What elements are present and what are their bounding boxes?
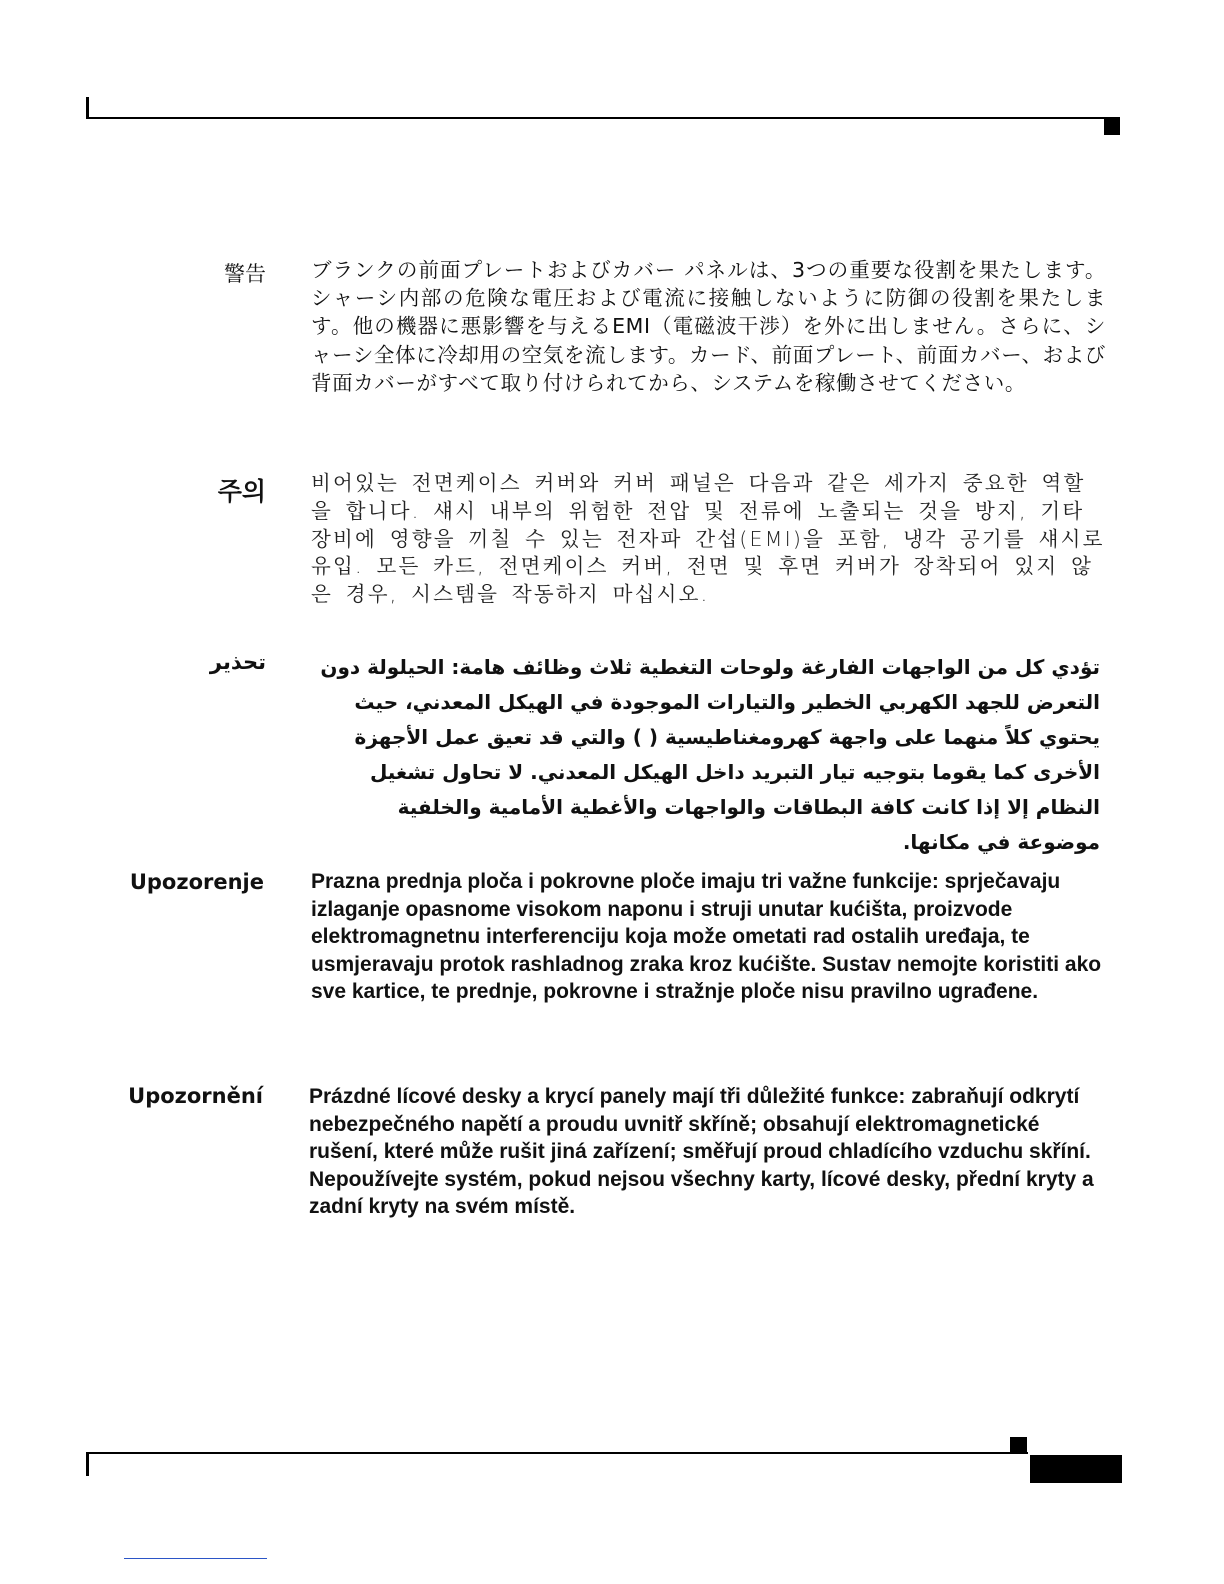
header-rule-tick [86,97,89,119]
header-marker [1104,119,1120,135]
warning-text: تؤدي كل من الواجهات الفارغة ولوحات التغطية ثلاث وظائف هامة: الحيلولة دون التعرض للجهد الكهربي الخطير والتيارات الموجودة في الهيكل المعدني، حيث يحتوي كلاً منهما على واجهة كهرومغناطيسية ( ) والتي قد تعيق عمل الأجهزة الأخرى كما يقوما بتوجيه تيار التبريد داخل الهيكل المعدني. لا تحاول تشغيل النظام إلا إذا كانت كافة البطاقات والواجهات والأغطية الأمامية والخلفية موضوعة في مكانها. [320,655,1100,854]
warning-label: Upozornění [128,1084,263,1108]
warning-label: Upozorenje [129,870,264,894]
warning-text: Prazna prednja ploča i pokrovne ploče imaju tri važne funkcije: sprječavaju izlaganje opasnome visokom naponu i struji unutar kućišta, proizvode elektromagnetnu interferenciju koja može ometati rad ostalih uređaja, te usmjeravaju protok rashladnog zraka kroz kućište. Sustav nemojte koristiti ako sve kartice, te prednje, pokrovne i stražnje ploče nisu pravilno ugrađene. [311,870,1102,1004]
warning-label: 警告 [224,262,266,286]
footer-rule-tick [86,1454,89,1476]
page-number-block [1030,1455,1122,1483]
warning-label: 주의 [217,477,266,506]
warning-text: ブランクの前面プレートおよびカバー パネルは、3つの重要な役割を果たします。シャーシ内部の危険な電圧および電流に接触しないように防御の役割を果たします。他の機器に悪影響を与えるEMI（電磁波干渉）を外に出しません。さらに、シャーシ全体に冷却用の空気を流します。カード、前面プレート、前面カバー、および背面カバーがすべて取り付けられてから、システムを稼働させてください。 [311,258,1106,395]
footer-rule [86,1452,1028,1454]
header-rule [86,117,1120,119]
footer-link-underline[interactable] [124,1558,267,1559]
warning-label: تحذير [209,650,266,674]
warning-text: Prázdné lícové desky a krycí panely mají tři důležité funkce: zabraňují odkrytí nebezpečného napětí a proudu uvnitř skříně; obsahují elektromagnetické rušení, které může rušit jiná zařízení; směřují proud chladícího vzduchu skříní. Nepoužívejte systém, pokud nejsou všechny karty, lícové desky, přední kryty a zadní kryty na svém místě. [309,1085,1094,1219]
warning-text: 비어있는 전면케이스 커버와 커버 패널은 다음과 같은 세가지 중요한 역할을 합니다. 섀시 내부의 위험한 전압 및 전류에 노출되는 것을 방지, 기타 장비에 영향을 끼칠 수 있는 전자파 간섭(EMI)을 포함, 냉각 공기를 섀시로 유입. 모든 카드, 전면케이스 커버, 전면 및 후면 커버가 장착되어 있지 않은 경우, 시스템을 작동하지 마십시오. [311,471,1105,607]
